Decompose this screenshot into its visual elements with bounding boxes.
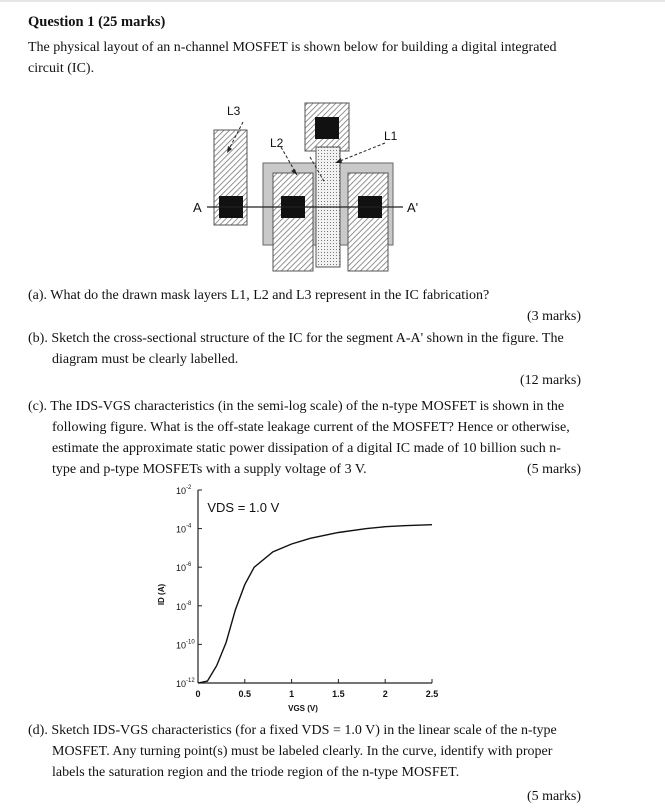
part-b-marks: (12 marks) xyxy=(519,373,581,388)
part-d-line-3: labels the saturation region and the triode region of the n-type MOSFET. xyxy=(52,765,460,780)
label-l2: L2 xyxy=(270,136,284,150)
x-axis-label: VGS (V) xyxy=(288,704,318,713)
x-tick-label: 0.5 xyxy=(238,689,252,699)
label-a: A xyxy=(193,200,202,215)
part-c-marks: (5 marks) xyxy=(526,462,581,477)
x-tick-label: 2.5 xyxy=(425,689,439,699)
part-d-line-2: MOSFET. Any turning point(s) must be labeled clearly. In the curve, identify with proper xyxy=(52,744,553,759)
y-tick-label: $10^{-12}$ xyxy=(176,678,195,689)
x-tick-label: 0 xyxy=(195,689,201,699)
part-a-text: (a). What do the drawn mask layers L1, L2 and L3 represent in the IC fabrication? xyxy=(28,288,490,303)
part-b-line-2: diagram must be clearly labelled. xyxy=(52,352,239,367)
y-tick-label: $10^{-8}$ xyxy=(176,600,192,612)
page-top-edge xyxy=(0,0,665,6)
ids-vgs-chart xyxy=(150,478,450,716)
intro-line-1: The physical layout of an n-channel MOSFET is shown below for building a digital integrated xyxy=(28,40,557,55)
part-c-line-3: estimate the approximate static power dissipation of a digital IC made of 10 billion such n- xyxy=(52,441,561,456)
y-axis-label: ID (A) xyxy=(157,583,166,606)
y-tick-label: $10^{-2}$ xyxy=(176,485,192,496)
part-d-line-1: (d). Sketch IDS-VGS characteristics (for a fixed VDS = 1.0 V) in the linear scale of the n-type xyxy=(28,723,557,738)
y-tick-label: $10^{-10}$ xyxy=(176,639,195,651)
question-title: Question 1 (25 marks) xyxy=(28,14,166,30)
part-c-line-1: (c). The IDS-VGS characteristics (in the semi-log scale) of the n-type MOSFET is shown in the xyxy=(28,399,565,414)
metal-strip-right xyxy=(348,173,388,271)
label-l1: L1 xyxy=(384,129,398,143)
metal-strip-middle xyxy=(273,173,313,271)
label-l3: L3 xyxy=(227,104,241,118)
part-d-marks: (5 marks) xyxy=(526,789,581,804)
contact-top xyxy=(315,117,339,139)
part-c-line-4: type and p-type MOSFETs with a supply voltage of 3 V. xyxy=(52,462,367,477)
label-a-prime: A' xyxy=(407,200,419,215)
part-a-marks: (3 marks) xyxy=(526,309,581,324)
ids-vgs-curve xyxy=(198,525,432,683)
x-tick-label: 2 xyxy=(382,689,388,699)
vds-annotation: VDS = 1.0 V xyxy=(207,500,280,515)
mosfet-layout-figure xyxy=(185,95,445,275)
part-b-line-1: (b). Sketch the cross-sectional structure of the IC for the segment A-A' shown in the figure. The xyxy=(28,331,564,346)
y-tick-label: $10^{-4}$ xyxy=(176,523,192,535)
x-tick-label: 1.5 xyxy=(332,689,345,699)
y-tick-label: $10^{-6}$ xyxy=(176,562,192,574)
x-tick-label: 1 xyxy=(289,689,295,699)
intro-line-2: circuit (IC). xyxy=(28,61,95,76)
part-c-line-2: following figure. What is the off-state leakage current of the MOSFET? Hence or otherwise, xyxy=(52,420,570,435)
